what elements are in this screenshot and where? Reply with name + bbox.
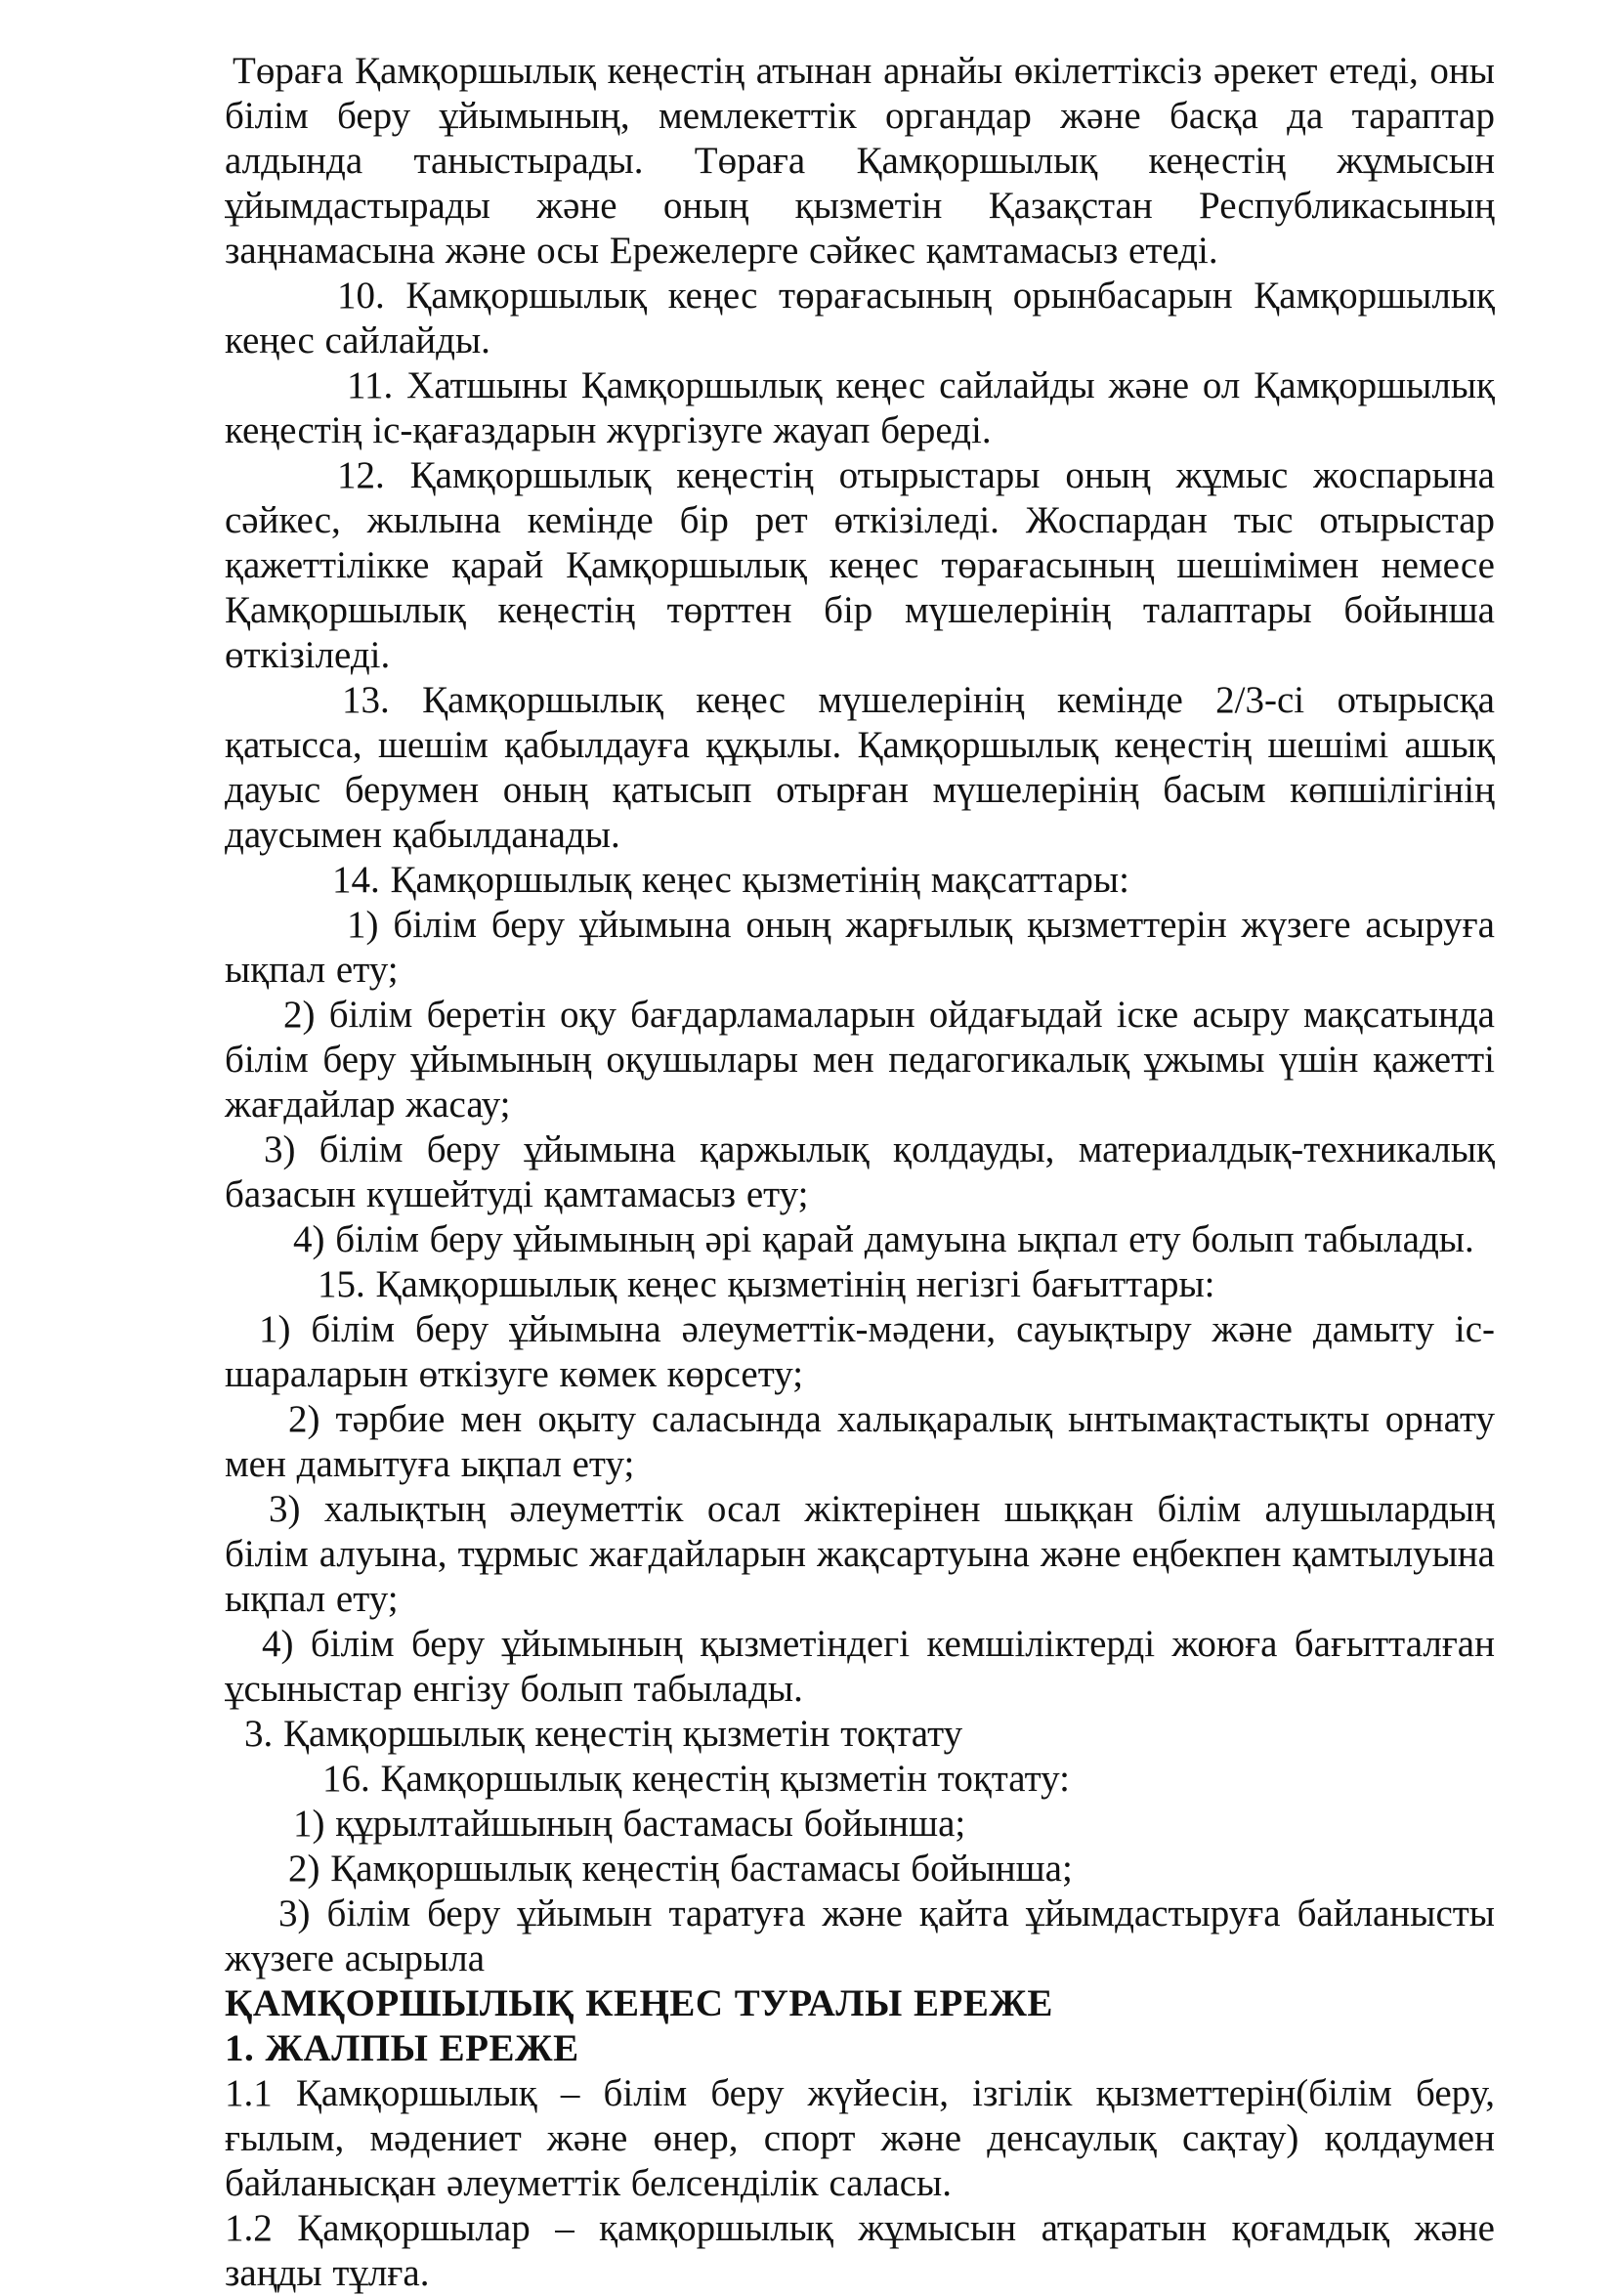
paragraph: 3) білім беру ұйымын таратуға және қайта ұйымдастыруға байланысты жүзеге асырыла <box>225 1892 1495 1979</box>
paragraph: 1) білім беру ұйымына оның жарғылық қызметтерін жүзеге асыруға ықпал ету; <box>225 904 1495 991</box>
paragraph: 2) тәрбие мен оқыту саласында халықаралық ынтымақтастықты орнату мен дамытуға ықпал ету; <box>225 1398 1495 1485</box>
paragraph: 1) құрылтайшының бастамасы бойынша; <box>293 1803 966 1845</box>
paragraph: ҚАМҚОРШЫЛЫҚ КЕҢЕС ТУРАЛЫ ЕРЕЖЕ <box>225 1982 1053 2024</box>
paragraph: Төраға Қамқоршылық кеңестің атынан арнайы өкілеттіксіз әрекет етеді, оны білім беру ұйымының, мемлекеттік органдар және басқа да тараптар алдында таныстырады. Төраға Қамқоршылық кеңестің жұмысын ұйымдастырады және оның қызметін Қазақстан Республикасының заңнамасына және осы Ережелерге сәйкес қамтамасыз етеді. <box>225 50 1495 272</box>
paragraph: 13. Қамқоршылық кеңес мүшелерінің кемінде 2/3-сі отырысқа қатысса, шешім қабылдауға құқылы. Қамқоршылық кеңестің шешімі ашық дауыс берумен оның қатысып отырған мүшелерінің басым көпшілігінің даусымен қабылданады. <box>225 679 1495 856</box>
paragraph: 15. Қамқоршылық кеңес қызметінің негізгі бағыттары: <box>318 1263 1215 1305</box>
paragraph: 16. Қамқоршылық кеңестің қызметін тоқтату: <box>322 1758 1070 1800</box>
paragraph: 3) халықтың әлеуметтік осал жіктерінен шыққан білім алушылардың білім алуына, тұрмыс жағдайларын жақсартуына және еңбекпен қамтылуына ықпал ету; <box>225 1488 1495 1620</box>
paragraph: 3. Қамқоршылық кеңестің қызметін тоқтату <box>244 1713 963 1755</box>
paragraph: 3) білім беру ұйымына қаржылық қолдауды, материалдық-техникалық базасын күшейтуді қамтамасыз ету; <box>225 1128 1495 1215</box>
paragraph: 4) білім беру ұйымының әрі қарай дамуына ықпал ету болып табылады. <box>293 1218 1474 1260</box>
paragraph: 4) білім беру ұйымының қызметіндегі кемшіліктерді жоюға бағытталған ұсыныстар енгізу болып табылады. <box>225 1623 1495 1710</box>
paragraph: 12. Қамқоршылық кеңестің отырыстары оның жұмыс жоспарына сәйкес, жылына кемінде бір рет өткізіледі. Жоспардан тыс отырыстар қажеттілікке қарай Қамқоршылық кеңес төрағасының шешімімен немесе Қамқоршылық кеңестің төрттен бір мүшелерінің талаптары бойынша өткізіледі. <box>225 454 1495 676</box>
paragraph: 1.1 Қамқоршылық – білім беру жүйесін, ізгілік қызметтерін(білім беру, ғылым, мәдениет және өнер, спорт және денсаулық сақтау) қолдаумен байланысқан әлеуметтік белсенділік саласы. <box>225 2072 1495 2204</box>
paragraph: 1.2 Қамқоршылар – қамқоршылық жұмысын атқаратын қоғамдық және заңды тұлға. <box>225 2207 1495 2294</box>
paragraph: 11. Хатшыны Қамқоршылық кеңес сайлайды және ол Қамқоршылық кеңестің іс-қағаздарын жүргізуге жауап береді. <box>225 364 1495 451</box>
paragraph: 10. Қамқоршылық кеңес төрағасының орынбасарын Қамқоршылық кеңес сайлайды. <box>225 275 1495 361</box>
paragraph: 2) білім беретін оқу бағдарламаларын ойдағыдай іске асыру мақсатында білім беру ұйымының оқушылары мен педагогикалық ұжымы үшін қажетті жағдайлар жасау; <box>225 994 1495 1126</box>
paragraph: 2) Қамқоршылық кеңестің бастамасы бойынша; <box>288 1848 1073 1890</box>
paragraph: 14. Қамқоршылық кеңес қызметінің мақсаттары: <box>332 859 1129 901</box>
paragraph: 1) білім беру ұйымына әлеуметтік-мәдени, сауықтыру және дамыту іс-шараларын өткізуге көмек көрсету; <box>225 1308 1495 1395</box>
document-content <box>225 49 1495 2296</box>
paragraph: 1. ЖАЛПЫ ЕРЕЖЕ <box>225 2027 579 2069</box>
